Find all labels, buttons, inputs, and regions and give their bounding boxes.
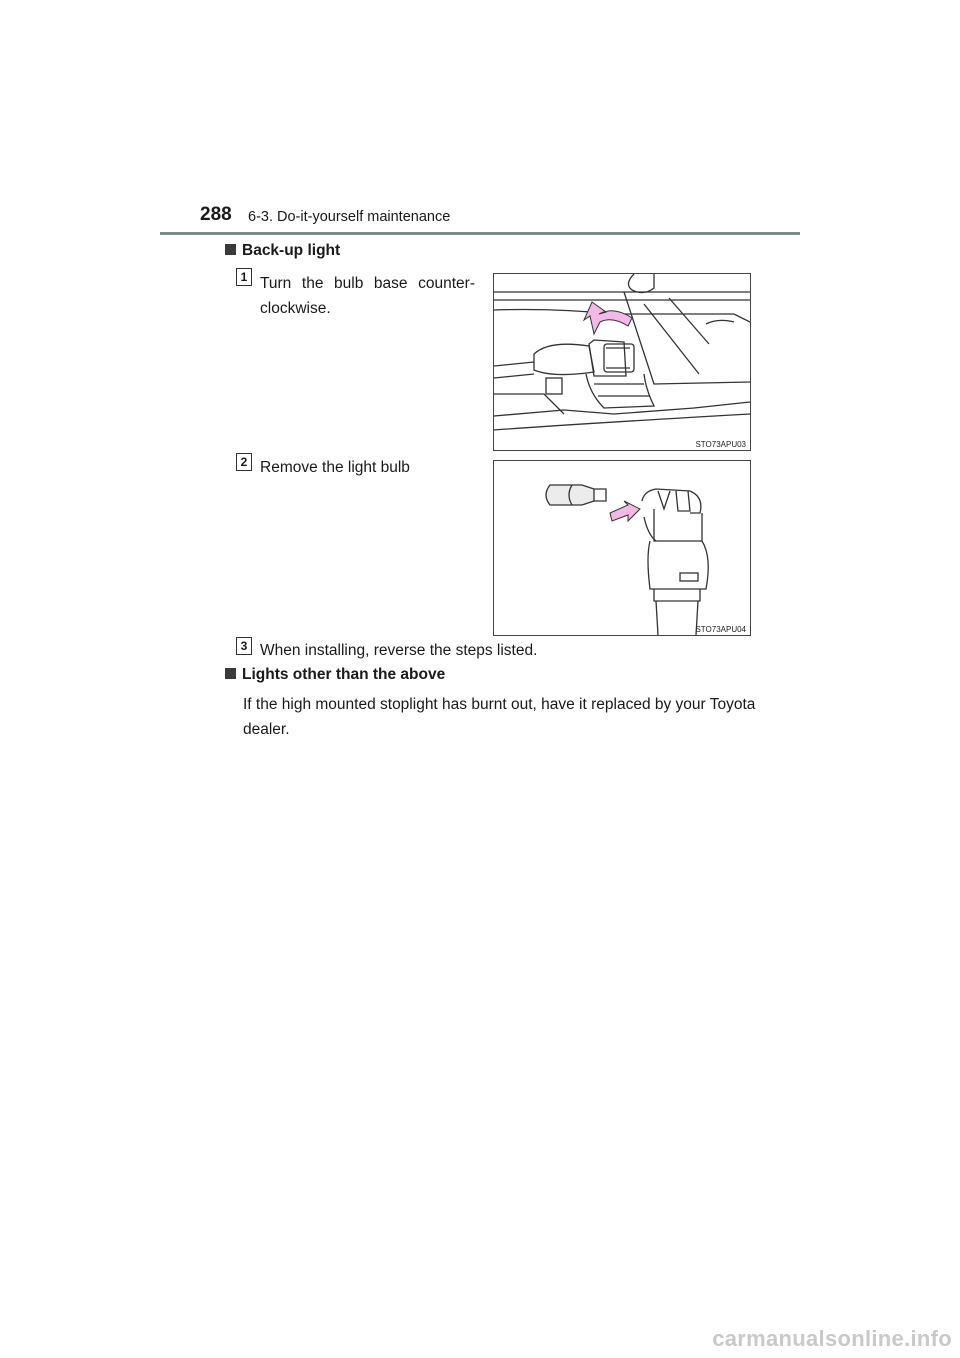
step-badge-2: 2: [236, 453, 252, 471]
page-number: 288: [200, 204, 232, 225]
other-lights-heading: [225, 666, 445, 684]
bulb-base-illustration: [494, 274, 750, 450]
section-title: 6-3. Do-it-yourself maintenance: [248, 209, 451, 225]
backup-light-heading: [225, 242, 340, 260]
step-3-text: When installing, reverse the steps listed.: [260, 642, 538, 659]
other-lights-paragraph: If the high mounted stoplight has burnt out, have it replaced by your Toyota dealer.: [243, 696, 756, 738]
watermark: carmanualsonline.info: [712, 1326, 952, 1351]
square-bullet-icon: [225, 668, 236, 679]
figure-remove-bulb: [493, 460, 751, 636]
step-badge-3: 3: [236, 637, 252, 655]
square-bullet-icon: [225, 244, 236, 255]
step-1-text: Turn the bulb base counter-clockwise.: [260, 275, 475, 317]
step-badge-1: 1: [236, 268, 252, 286]
header-rule: [160, 232, 800, 235]
figure-code: STO73APU04: [695, 625, 746, 634]
step-2-text: Remove the light bulb: [260, 459, 410, 476]
other-lights-heading-text: Lights other than the above: [242, 666, 446, 683]
remove-bulb-illustration: [494, 461, 750, 635]
backup-light-heading-text: Back-up light: [242, 242, 341, 259]
figure-turn-bulb-base: [493, 273, 751, 451]
figure-code: STO73APU03: [695, 440, 746, 449]
